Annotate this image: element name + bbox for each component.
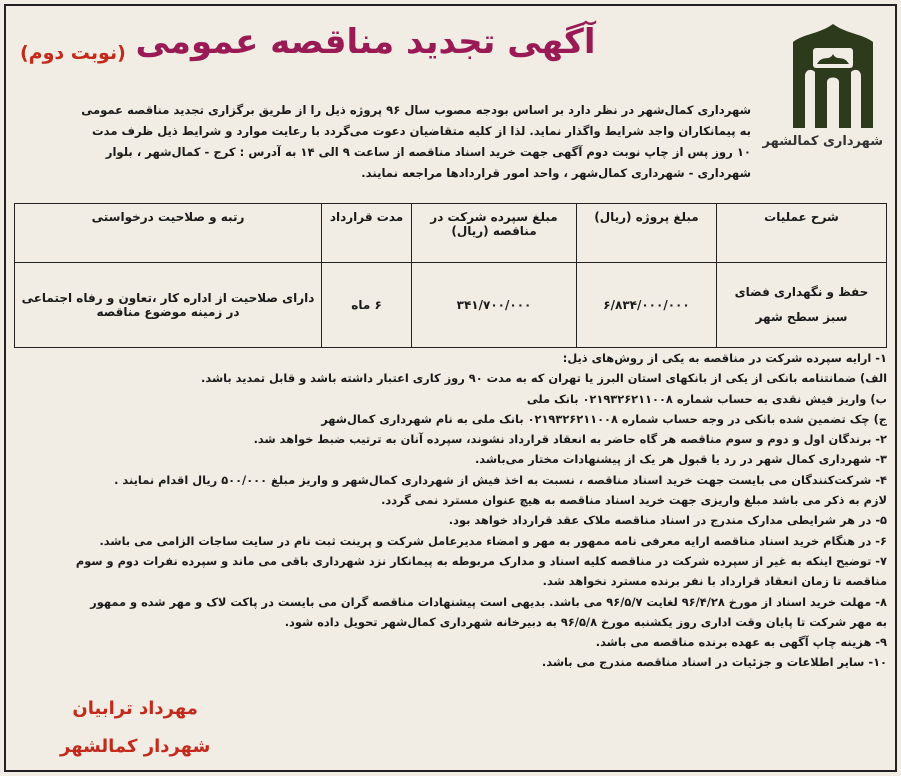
intro-line: شهرداری کمال‌شهر در نظر دارد بر اساس بودجه مصوب سال ۹۶ پروژه ذیل را از طریق برگزاری تجدید مناقصه عمومی (81, 103, 751, 117)
logo-caption: شهرداری کمالشهر (762, 134, 883, 149)
page-title: آگهی تجدید مناقصه عمومی (135, 22, 596, 62)
term-item: ۲- برندگان اول و دوم و سوم مناقصه هر گاه حاضر به انعقاد قرارداد نشوند، سپرده آنان به ترتیب ضبط خواهد شد. (253, 432, 887, 447)
intro-paragraph (14, 100, 751, 184)
header-duration: مدت قرارداد (322, 204, 412, 263)
term-item: ۱- ارایه سپرده شرکت در مناقصه به یکی از روش‌های ذیل: (562, 351, 887, 365)
signature-name: مهرداد ترابیان (72, 698, 198, 719)
cell-project-amount: ۶/۸۳۴/۰۰۰/۰۰۰ (577, 263, 717, 348)
municipality-logo (762, 20, 883, 149)
table-header-row (15, 204, 887, 263)
term-item: ۷- توضیح اینکه به غیر از سپرده شرکت در مناقصه کلیه اسناد و مدارک مربوطه به پیمانکار نزد شهرداری باقی می ماند و سپرده نفرات دوم و سوم (75, 553, 887, 568)
term-item: به مهر شرکت تا پایان وقت اداری روز یکشنبه مورخ ۹۶/۵/۸ به دبیرخانه شهرداری کمال‌شهر تحویل داده شود. (284, 614, 887, 629)
cell-duration: ۶ ماه (322, 263, 412, 348)
municipality-emblem-icon (789, 20, 877, 132)
term-item: ۹- هزینه چاپ آگهی به عهده برنده مناقصه می باشد. (595, 635, 887, 650)
term-item: ۳- شهرداری کمال شهر در رد یا قبول هر یک از پیشنهادات مختار می‌باشد. (474, 452, 887, 467)
cell-qualification: دارای صلاحیت از اداره کار ،تعاون و رفاه اجتماعی در زمینه موضوع مناقصه (15, 263, 322, 348)
terms-list (14, 348, 887, 673)
header-deposit: مبلغ سپرده شرکت در مناقصه (ریال) (412, 204, 577, 263)
term-item: مناقصه تا زمان انعقاد قرارداد با نفر برنده مسترد نخواهد شد. (542, 574, 887, 589)
cell-deposit: ۳۴۱/۷۰۰/۰۰۰ (412, 263, 577, 348)
signature-position: شهردار کمالشهر (60, 736, 211, 757)
term-item: الف) ضمانتنامه بانکی از یکی از بانکهای استان البرز یا تهران که به مدت ۹۰ روز کاری اعتبار داشته باشد و قابل تمدید باشد. (201, 371, 887, 386)
term-item: ج) چک تضمین شده بانکی در وجه حساب شماره ۰۲۱۹۳۲۶۲۱۱۰۰۸ بانک ملی به نام شهرداری کمال‌شهر (321, 411, 887, 426)
intro-line: ۱۰ روز پس از چاپ نوبت دوم آگهی جهت خرید اسناد مناقصه از ساعت ۹ الی ۱۴ به آدرس : کرج - کمال‌شهر ، بلوار (105, 145, 751, 159)
header-operation: شرح عملیات (717, 204, 887, 263)
intro-line: به پیمانکاران واجد شرایط واگذار نماید. لذا از کلیه متقاضیان دعوت می‌گردد با رعایت موارد و شرایط ذیل ظرف مدت (92, 124, 751, 138)
term-item: ۵- در هر شرایطی مدارک مندرج در اسناد مناقصه ملاک عقد قرارداد خواهد بود. (448, 513, 887, 528)
term-item: ۱۰- سایر اطلاعات و جزئیات در اسناد مناقصه مندرج می باشد. (541, 655, 887, 670)
term-item: ۶- در هنگام خرید اسناد مناقصه ارایه معرفی نامه ممهور به مهر و امضاء مدیرعامل شرکت و پرینت ثبت نام در سایت ساجات الزامی می باشد. (99, 533, 887, 548)
intro-line: شهرداری - شهرداری کمال‌شهر ، واحد امور قراردادها مراجعه نمایند. (361, 166, 751, 180)
tender-table (14, 203, 887, 348)
term-item: ۸- مهلت خرید اسناد از مورخ ۹۶/۴/۲۸ لغایت ۹۶/۵/۷ می باشد. بدیهی است پیشنهادات مناقصه گران می بایست در پاکت لاک و مهر شده و ممهور (90, 594, 887, 609)
term-item: ۴- شرکت‌کنندگان می بایست جهت خرید اسناد مناقصه ، نسبت به اخذ فیش از شهرداری کمال‌شهر و واریز مبلغ ۵۰۰/۰۰۰ ریال اقدام نمایند . (114, 472, 887, 487)
table-row (15, 263, 887, 348)
term-item: لازم به ذکر می باشد مبلغ واریزی جهت خرید اسناد مناقصه به هیچ عنوان مسترد نمی گردد. (381, 493, 887, 508)
mayor-signature (60, 690, 210, 766)
header-qualification: رتبه و صلاحیت درخواستی (15, 204, 322, 263)
header-project-amount: مبلغ پروژه (ریال) (577, 204, 717, 263)
round-badge: (نوبت دوم) (20, 42, 126, 64)
cell-operation: حفظ و نگهداری فضای سبز سطح شهر (717, 263, 887, 348)
term-item: ب) واریز فیش نقدی به حساب شماره ۰۲۱۹۳۲۶۲۱۱۰۰۸ بانک ملی (526, 391, 887, 406)
